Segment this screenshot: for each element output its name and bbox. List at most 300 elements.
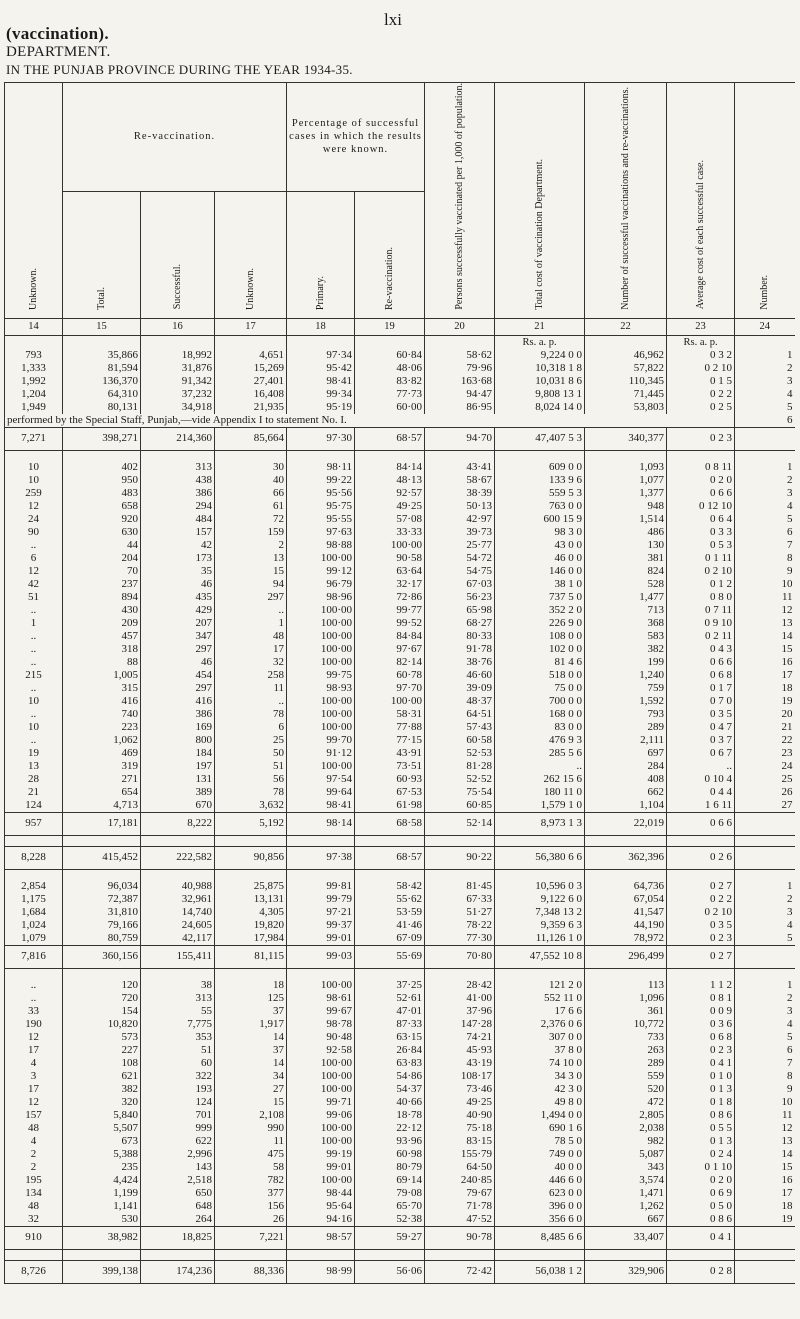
table-cell: 30 <box>215 461 287 474</box>
table-cell: 1,377 <box>585 487 667 500</box>
table-row <box>5 401 795 414</box>
table-cell: 100·00 <box>287 1135 355 1148</box>
table-cell: 9 <box>735 565 795 578</box>
table-row <box>5 630 795 643</box>
average-cost-header: Average cost of each successful case. <box>695 160 707 310</box>
table-cell: 100·00 <box>287 1122 355 1135</box>
table-cell: 63·83 <box>355 1057 425 1070</box>
col-total-header: Total. <box>96 286 107 310</box>
table-cell: 99·22 <box>287 474 355 487</box>
table-cell: 22 <box>735 734 795 747</box>
table-cell: 386 <box>141 487 215 500</box>
table-cell: 415,452 <box>63 846 141 869</box>
table-cell: 12 <box>735 1122 795 1135</box>
table-cell: 296,499 <box>585 945 667 968</box>
table-cell: 88,336 <box>215 1260 287 1283</box>
table-body <box>5 335 795 1283</box>
table-cell: 2 <box>5 1161 63 1174</box>
units-row <box>5 335 795 349</box>
table-cell: 0 1 11 <box>667 552 735 565</box>
table-cell: .. <box>5 682 63 695</box>
table-cell: 94·70 <box>425 427 495 450</box>
table-cell: 1,262 <box>585 1200 667 1213</box>
table-cell: 44,190 <box>585 919 667 932</box>
table-cell: 0 6 8 <box>667 669 735 682</box>
table-cell: 552 11 0 <box>495 992 585 1005</box>
revaccination-group-header: Re-vaccination. <box>63 83 287 192</box>
table-cell: 56,038 1 2 <box>495 1260 585 1283</box>
col-primary-header: Primary. <box>315 275 327 310</box>
table-cell: 2 <box>735 362 795 375</box>
table-cell: 67·33 <box>425 893 495 906</box>
table-cell: 64,310 <box>63 388 141 401</box>
table-cell: .. <box>215 604 287 617</box>
table-cell: 173 <box>141 552 215 565</box>
table-cell: 10,031 8 6 <box>495 375 585 388</box>
table-cell: 84·84 <box>355 630 425 643</box>
table-row <box>5 526 795 539</box>
number-successful-header: Number of successful vaccinations and re-vaccinations. <box>620 86 632 310</box>
table-cell: 0 6 6 <box>667 487 735 500</box>
table-cell: 0 2 3 <box>667 1044 735 1057</box>
table-cell: 0 8 6 <box>667 1213 735 1227</box>
table-cell: 17,181 <box>63 812 141 835</box>
table-cell: 2 <box>735 474 795 487</box>
table-cell: 44 <box>63 539 141 552</box>
table-cell: 19 <box>735 1213 795 1227</box>
table-cell: 6 <box>735 1044 795 1057</box>
table-cell: 38 <box>141 979 215 992</box>
table-cell: 120 <box>63 979 141 992</box>
table-cell: 0 1 7 <box>667 682 735 695</box>
table-cell: 5,192 <box>215 812 287 835</box>
col-number-header: Number. <box>759 274 771 310</box>
table-cell: 100·00 <box>287 552 355 565</box>
table-cell: 4 <box>735 500 795 513</box>
table-cell: 484 <box>141 513 215 526</box>
table-cell: 673 <box>63 1135 141 1148</box>
table-cell: 97·67 <box>355 643 425 656</box>
table-cell: 74·21 <box>425 1031 495 1044</box>
table-row <box>5 1057 795 1070</box>
table-cell: 57·08 <box>355 513 425 526</box>
table-cell: 43·19 <box>425 1057 495 1070</box>
table-cell: 98·61 <box>287 992 355 1005</box>
table-cell: 82·14 <box>355 656 425 669</box>
table-cell: 50 <box>215 747 287 760</box>
table-cell: 5 <box>735 513 795 526</box>
table-cell: 670 <box>141 799 215 813</box>
table-cell: 658 <box>63 500 141 513</box>
table-cell: 1,579 1 0 <box>495 799 585 813</box>
table-cell: 81 4 6 <box>495 656 585 669</box>
table-cell: 90·22 <box>425 846 495 869</box>
table-cell: 17,984 <box>215 932 287 946</box>
table-cell: 54·86 <box>355 1070 425 1083</box>
table-cell: 4 <box>5 1135 63 1148</box>
table-cell: 1,592 <box>585 695 667 708</box>
total-cost-header: Total cost of vaccination Department. <box>534 158 546 310</box>
table-cell: 430 <box>63 604 141 617</box>
table-cell: 0 2 10 <box>667 362 735 375</box>
table-cell: 25,875 <box>215 880 287 893</box>
table-cell: 1,005 <box>63 669 141 682</box>
table-cell: 0 2 2 <box>667 388 735 401</box>
table-cell: 237 <box>63 578 141 591</box>
table-cell: 83·15 <box>425 1135 495 1148</box>
table-cell: 99·19 <box>287 1148 355 1161</box>
table-cell: 39·73 <box>425 526 495 539</box>
table-cell: 720 <box>63 992 141 1005</box>
table-cell: 53·59 <box>355 906 425 919</box>
table-cell: 60·78 <box>355 669 425 682</box>
table-cell: 0 8 0 <box>667 591 735 604</box>
table-cell: 37·96 <box>425 1005 495 1018</box>
table-cell: 77·88 <box>355 721 425 734</box>
total-row <box>5 1260 795 1283</box>
table-cell: 64·50 <box>425 1161 495 1174</box>
table-cell: 10 <box>735 578 795 591</box>
table-cell: 7,348 13 2 <box>495 906 585 919</box>
table-cell: 99·75 <box>287 669 355 682</box>
table-cell: 737 5 0 <box>495 591 585 604</box>
table-cell: 347 <box>141 630 215 643</box>
table-cell: 782 <box>215 1174 287 1187</box>
table-cell: .. <box>5 708 63 721</box>
table-cell: 313 <box>141 992 215 1005</box>
table-cell: 690 1 6 <box>495 1122 585 1135</box>
table-row <box>5 906 795 919</box>
table-cell: 66 <box>215 487 287 500</box>
table-cell: 0 2 3 <box>667 427 735 450</box>
table-cell: 894 <box>63 591 141 604</box>
table-cell: 389 <box>141 786 215 799</box>
table-cell: 98·96 <box>287 591 355 604</box>
table-cell: 26·84 <box>355 1044 425 1057</box>
table-cell: 289 <box>585 1057 667 1070</box>
table-cell: 12 <box>5 500 63 513</box>
table-cell: 19 <box>5 747 63 760</box>
table-cell: 41·46 <box>355 919 425 932</box>
table-cell: 10,820 <box>63 1018 141 1031</box>
table-cell: 68·57 <box>355 846 425 869</box>
table-cell: 99·06 <box>287 1109 355 1122</box>
table-cell: 99·64 <box>287 786 355 799</box>
table-cell: 215 <box>5 669 63 682</box>
table-cell: 47,407 5 3 <box>495 427 585 450</box>
table-cell: 52·53 <box>425 747 495 760</box>
table-cell: 134 <box>5 1187 63 1200</box>
table-cell: 35 <box>141 565 215 578</box>
table-cell: 7,271 <box>5 427 63 450</box>
table-cell: 86·95 <box>425 401 495 414</box>
table-row <box>5 1005 795 1018</box>
table-cell: 92·58 <box>287 1044 355 1057</box>
table-cell: 26 <box>735 786 795 799</box>
table-cell: 621 <box>63 1070 141 1083</box>
table-cell: .. <box>667 760 735 773</box>
table-cell: 90·78 <box>425 1226 495 1249</box>
table-cell: 209 <box>63 617 141 630</box>
table-cell: 38,982 <box>63 1226 141 1249</box>
total-row <box>5 945 795 968</box>
table-cell: 46,962 <box>585 349 667 362</box>
table-cell: 85,664 <box>215 427 287 450</box>
table-cell: 2 <box>735 992 795 1005</box>
special-staff-note: performed by the Special Staff, Punjab,—vide Appendix I to statement No. I. <box>5 414 735 428</box>
table-cell: 58·31 <box>355 708 425 721</box>
table-row <box>5 1031 795 1044</box>
table-cell: 46·60 <box>425 669 495 682</box>
table-cell: 108·17 <box>425 1070 495 1083</box>
table-cell: 17 <box>735 669 795 682</box>
table-cell: 100·00 <box>287 656 355 669</box>
table-cell: 340,377 <box>585 427 667 450</box>
table-cell: 41,547 <box>585 906 667 919</box>
total-row <box>5 846 795 869</box>
table-cell: 16 <box>735 1174 795 1187</box>
table-cell: 84·14 <box>355 461 425 474</box>
table-cell: 759 <box>585 682 667 695</box>
spacer-row <box>5 1249 795 1260</box>
table-cell: 0 2 0 <box>667 474 735 487</box>
table-row <box>5 474 795 487</box>
table-cell: 950 <box>63 474 141 487</box>
table-cell: 5,388 <box>63 1148 141 1161</box>
table-cell <box>735 1226 795 1249</box>
table-cell: 40,988 <box>141 880 215 893</box>
table-cell: 33,407 <box>585 1226 667 1249</box>
table-cell: 454 <box>141 669 215 682</box>
table-cell: 13 <box>735 1135 795 1148</box>
table-cell: 133 9 6 <box>495 474 585 487</box>
table-cell: 49 8 0 <box>495 1096 585 1109</box>
table-cell: 25 <box>735 773 795 786</box>
table-cell: 169 <box>141 721 215 734</box>
table-cell: 7,816 <box>5 945 63 968</box>
table-cell: 52·52 <box>425 773 495 786</box>
table-row <box>5 932 795 946</box>
table-cell: 60 <box>141 1057 215 1070</box>
table-cell: 155·79 <box>425 1148 495 1161</box>
table-cell: 0 6 4 <box>667 513 735 526</box>
table-cell: 352 2 0 <box>495 604 585 617</box>
table-row <box>5 721 795 734</box>
table-cell: 2,376 0 6 <box>495 1018 585 1031</box>
table-cell: 157 <box>141 526 215 539</box>
table-cell: 1,992 <box>5 375 63 388</box>
table-cell: 97·34 <box>287 349 355 362</box>
table-cell: 21 <box>735 721 795 734</box>
table-cell: 0 3 7 <box>667 734 735 747</box>
table-row <box>5 1044 795 1057</box>
table-cell: 382 <box>63 1083 141 1096</box>
spacer-row <box>5 968 795 979</box>
table-cell: 0 5 0 <box>667 1200 735 1213</box>
table-cell: 199 <box>585 656 667 669</box>
table-cell: 0 6 8 <box>667 1031 735 1044</box>
table-cell: 9,122 6 0 <box>495 893 585 906</box>
table-cell: 264 <box>141 1213 215 1227</box>
table-cell: 1,141 <box>63 1200 141 1213</box>
table-cell: 15 <box>215 565 287 578</box>
col-successful-header: Successful. <box>172 264 183 310</box>
table-cell: 72·42 <box>425 1260 495 1283</box>
table-cell: 622 <box>141 1135 215 1148</box>
note-row-number: 6 <box>735 414 795 428</box>
table-cell: 17 <box>735 1187 795 1200</box>
table-cell: 77·15 <box>355 734 425 747</box>
table-cell: 10 <box>5 721 63 734</box>
table-cell: .. <box>5 656 63 669</box>
table-cell: 322 <box>141 1070 215 1083</box>
table-cell: 7,775 <box>141 1018 215 1031</box>
table-cell: 207 <box>141 617 215 630</box>
table-cell: 100·00 <box>287 708 355 721</box>
table-cell: 1,949 <box>5 401 63 414</box>
total-row <box>5 1226 795 1249</box>
table-cell: 360,156 <box>63 945 141 968</box>
table-cell: 957 <box>5 812 63 835</box>
table-cell: 99·81 <box>287 880 355 893</box>
table-cell: 92·57 <box>355 487 425 500</box>
table-cell: 31,876 <box>141 362 215 375</box>
table-cell: 7 <box>735 1057 795 1070</box>
table-cell: 313 <box>141 461 215 474</box>
table-cell: 263 <box>585 1044 667 1057</box>
table-cell: 1,096 <box>585 992 667 1005</box>
table-cell: 67·09 <box>355 932 425 946</box>
table-cell: 42 3 0 <box>495 1083 585 1096</box>
table-cell: 18 <box>735 682 795 695</box>
table-cell: 1 <box>735 349 795 362</box>
table-cell: 667 <box>585 1213 667 1227</box>
table-cell: 990 <box>215 1122 287 1135</box>
table-cell: 97·54 <box>287 773 355 786</box>
table-cell: 81,594 <box>63 362 141 375</box>
table-cell: 14 <box>215 1057 287 1070</box>
table-row <box>5 349 795 362</box>
column-number: 24 <box>735 318 795 335</box>
table-cell: 37 <box>215 1005 287 1018</box>
table-cell: 10,318 1 8 <box>495 362 585 375</box>
table-cell: 2 <box>5 1148 63 1161</box>
table-cell: 131 <box>141 773 215 786</box>
total-row <box>5 812 795 835</box>
table-cell: 55 <box>141 1005 215 1018</box>
table-cell: 1,494 0 0 <box>495 1109 585 1122</box>
table-cell: 1,093 <box>585 461 667 474</box>
table-cell: 623 0 0 <box>495 1187 585 1200</box>
table-cell: 37 8 0 <box>495 1044 585 1057</box>
table-cell: 32 <box>215 656 287 669</box>
table-cell: 226 9 0 <box>495 617 585 630</box>
table-cell: 18·78 <box>355 1109 425 1122</box>
table-cell: 1,514 <box>585 513 667 526</box>
table-cell: 17 6 6 <box>495 1005 585 1018</box>
table-cell: 13 <box>5 760 63 773</box>
table-cell: 61·98 <box>355 799 425 813</box>
table-cell: 353 <box>141 1031 215 1044</box>
table-cell: 2,805 <box>585 1109 667 1122</box>
table-cell: 8,485 6 6 <box>495 1226 585 1249</box>
units-avg-cost: Rs. a. p. <box>667 335 735 349</box>
table-cell: 78 <box>215 786 287 799</box>
table-cell: 96,034 <box>63 880 141 893</box>
table-row <box>5 1083 795 1096</box>
table-cell: 3 <box>5 1070 63 1083</box>
table-cell: 34 3 0 <box>495 1070 585 1083</box>
table-cell: 74 10 0 <box>495 1057 585 1070</box>
table-cell: 121 2 0 <box>495 979 585 992</box>
table-cell: 50·13 <box>425 500 495 513</box>
table-cell: 0 1 3 <box>667 1135 735 1148</box>
table-cell: 94·47 <box>425 388 495 401</box>
table-cell: 740 <box>63 708 141 721</box>
table-row <box>5 1187 795 1200</box>
table-cell: 37 <box>215 1044 287 1057</box>
table-cell: 0 3 6 <box>667 1018 735 1031</box>
table-cell: 315 <box>63 682 141 695</box>
table-row <box>5 375 795 388</box>
table-cell: 5,840 <box>63 1109 141 1122</box>
table-cell: 98 3 0 <box>495 526 585 539</box>
table-cell: 9,224 0 0 <box>495 349 585 362</box>
table-cell: 98·14 <box>287 812 355 835</box>
table-cell: 100·00 <box>287 1057 355 1070</box>
table-cell: 8 <box>735 1070 795 1083</box>
table-cell: 5 <box>735 932 795 946</box>
table-cell: 56,380 6 6 <box>495 846 585 869</box>
table-cell: 10,772 <box>585 1018 667 1031</box>
table-cell: 0 4 4 <box>667 786 735 799</box>
table-cell: 9,359 6 3 <box>495 919 585 932</box>
table-cell: 22,019 <box>585 812 667 835</box>
table-cell: 125 <box>215 992 287 1005</box>
table-cell: 530 <box>63 1213 141 1227</box>
table-cell: 0 2 7 <box>667 945 735 968</box>
table-cell: 12 <box>5 1096 63 1109</box>
table-cell: 80·79 <box>355 1161 425 1174</box>
table-cell: 56·06 <box>355 1260 425 1283</box>
table-cell: 0 2 3 <box>667 932 735 946</box>
table-cell: 0 3 5 <box>667 919 735 932</box>
table-cell: 362,396 <box>585 846 667 869</box>
table-cell: 197 <box>141 760 215 773</box>
table-cell: 58·67 <box>425 474 495 487</box>
table-cell: 102 0 0 <box>495 643 585 656</box>
table-cell: 356 6 0 <box>495 1213 585 1227</box>
table-cell: 97·70 <box>355 682 425 695</box>
table-cell: 15,269 <box>215 362 287 375</box>
total-row <box>5 427 795 450</box>
col-reunknown-header: Unknown. <box>245 267 257 310</box>
table-cell: 824 <box>585 565 667 578</box>
table-row <box>5 979 795 992</box>
table-cell: .. <box>5 539 63 552</box>
table-row <box>5 643 795 656</box>
table-cell: 0 3 3 <box>667 526 735 539</box>
table-cell: 475 <box>215 1148 287 1161</box>
table-cell: 2,518 <box>141 1174 215 1187</box>
table-cell: 48 <box>5 1200 63 1213</box>
spacer-row <box>5 835 795 846</box>
table-cell: 297 <box>215 591 287 604</box>
col-revaccination-header: Re-vaccination. <box>384 246 396 310</box>
table-cell: 10,596 0 3 <box>495 880 585 893</box>
table-cell: 98·41 <box>287 375 355 388</box>
table-cell: 11 <box>215 1135 287 1148</box>
